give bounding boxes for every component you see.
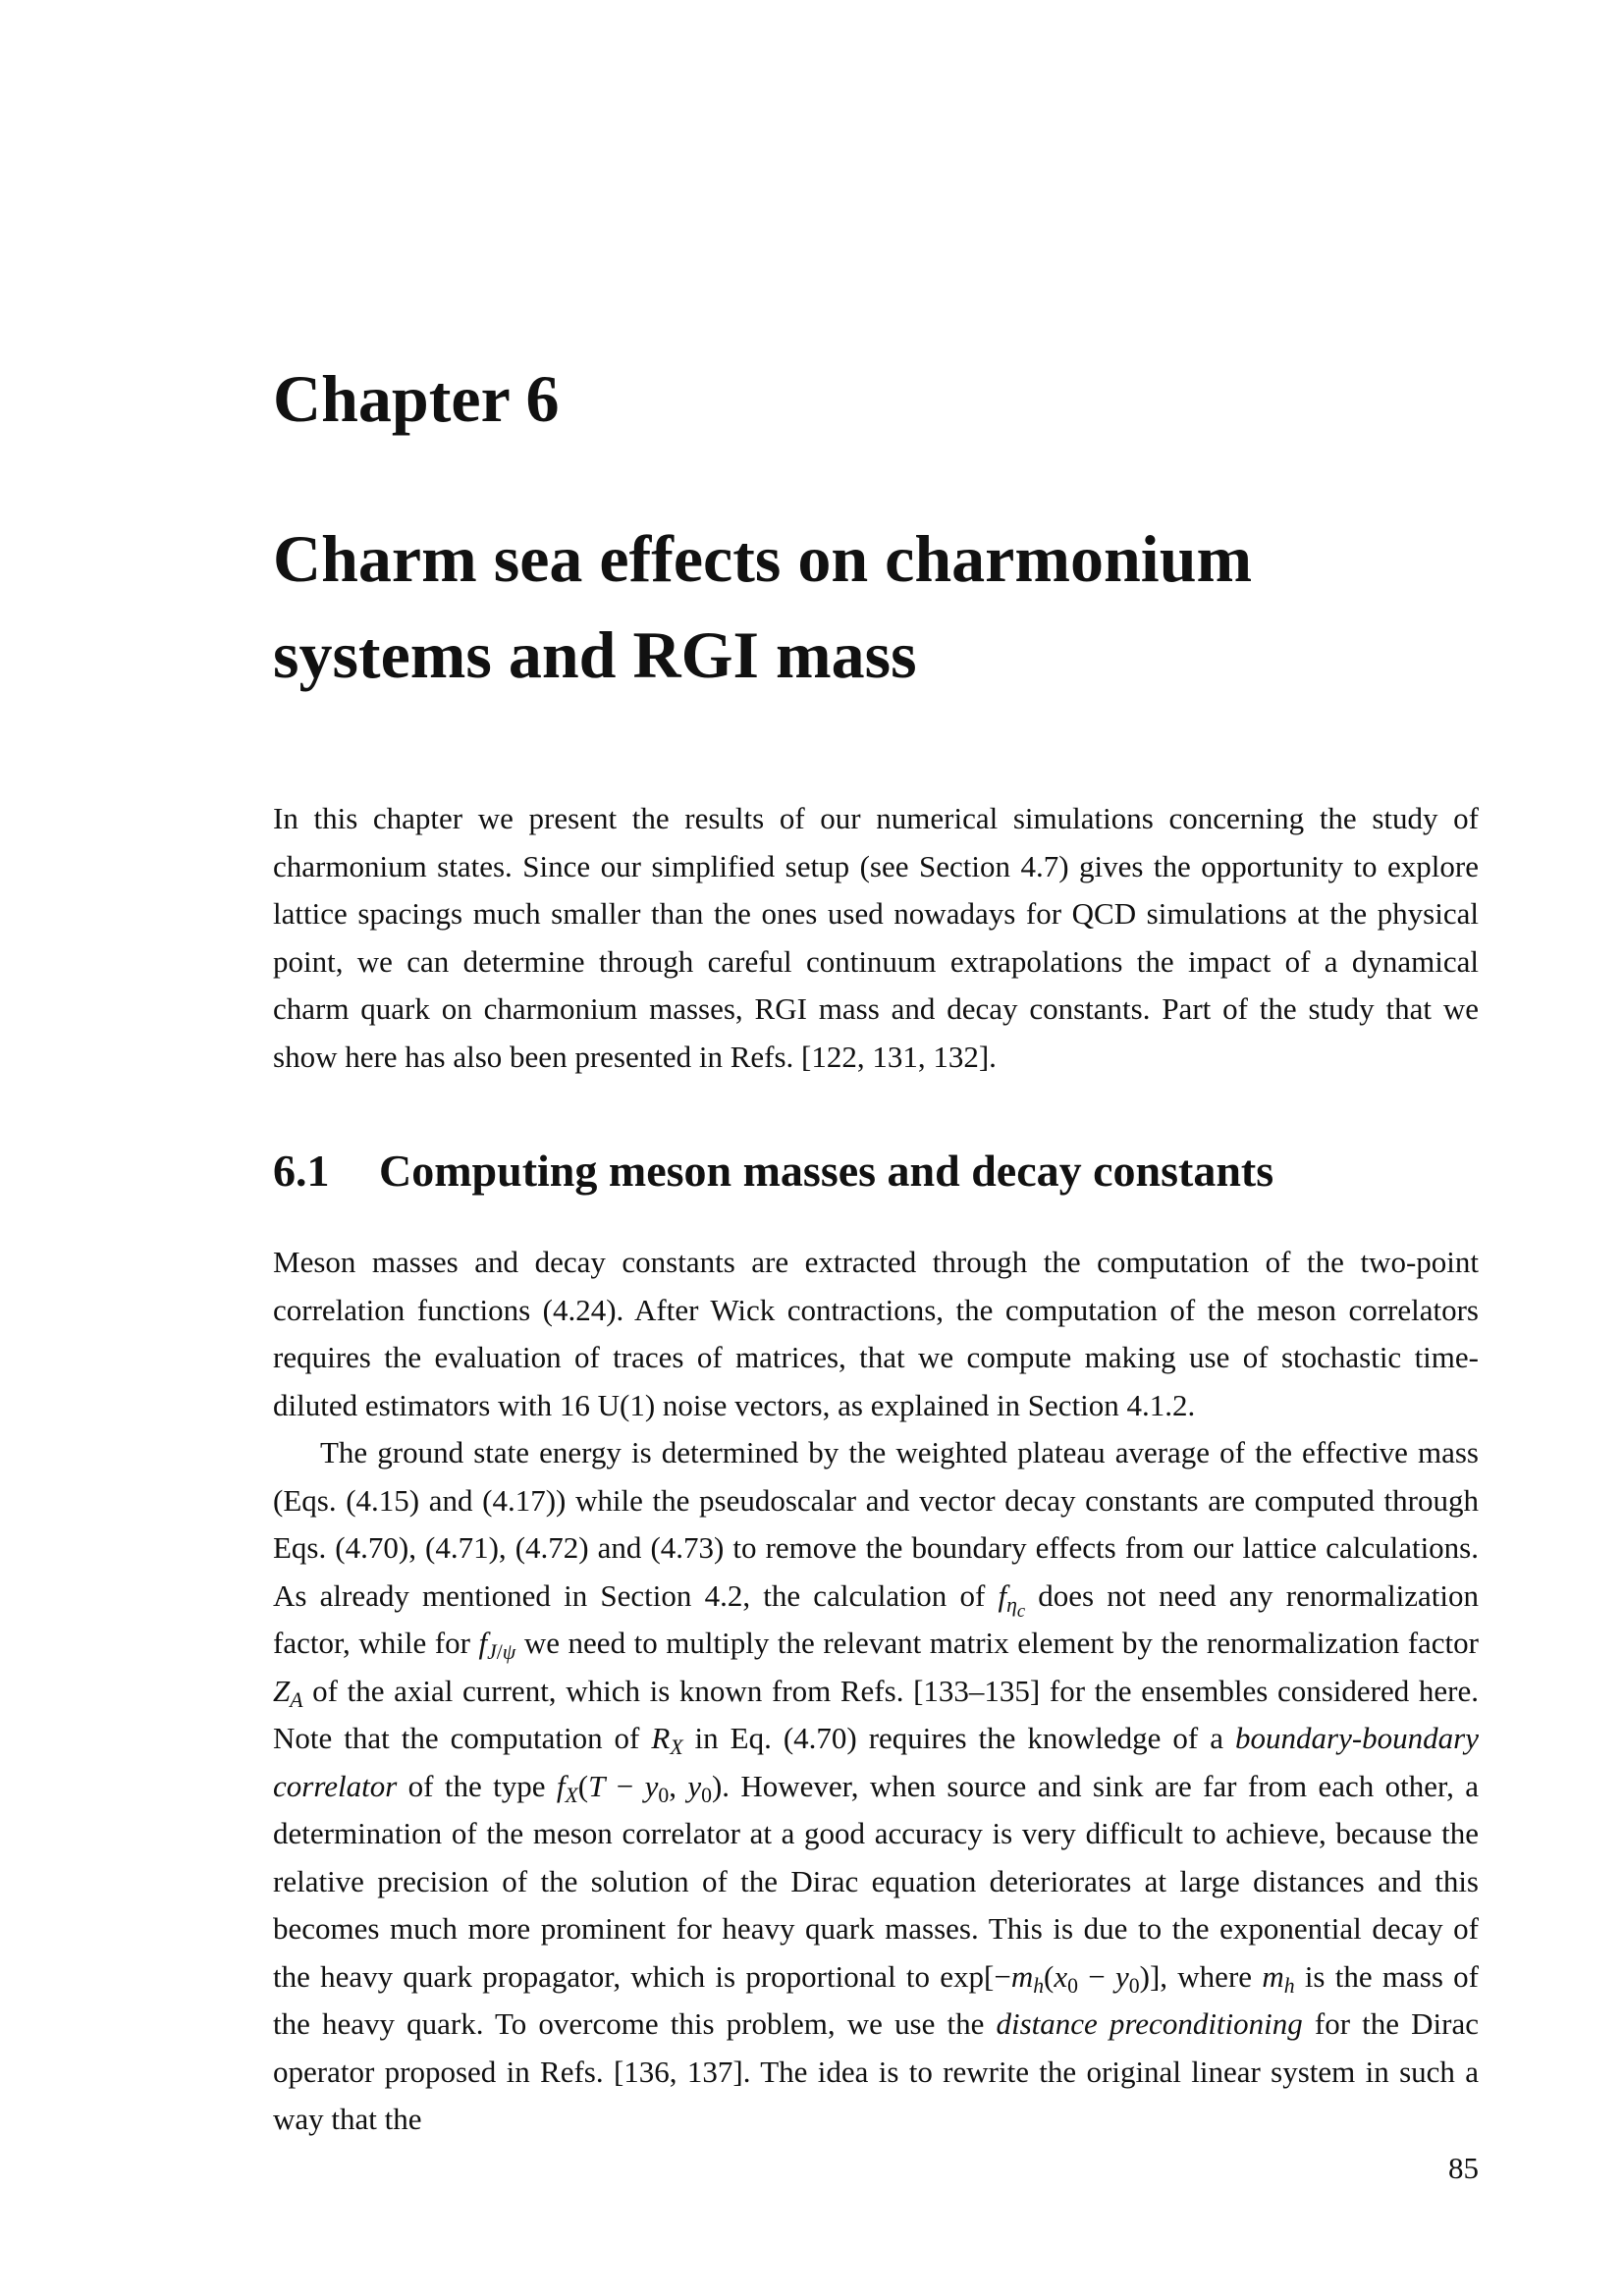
page-number: 85 bbox=[1448, 2151, 1479, 2185]
section-number: 6.1 bbox=[273, 1146, 330, 1196]
math-z-a: $Z_A$ bbox=[273, 1673, 303, 1712]
chapter-title bbox=[273, 510, 1490, 703]
math-exponent: $m_h(x_0 - y_0)$ bbox=[1010, 1958, 1150, 1998]
math-f-x-correlator: $f_X(T - y_0$, $y_0$) bbox=[556, 1768, 723, 1807]
intro-paragraph: In this chapter we present the results of our numerical simulations concerning the study of charmonium states. Since our simplified setup (see Section 4.7) gives the opportunity to explore lattice spacings much smaller than the ones used nowadays for QCD simulations at the physical point, we can determine through careful continuum extrapolations the impact of a dynamical charm quark on charmonium masses, RGI mass and decay constants. Part of the study that we show here has also been presented in Refs. [122, 131, 132]. bbox=[273, 801, 1479, 1074]
intro-paragraph-block bbox=[273, 795, 1479, 1081]
chapter-title-line-1: Charm sea effects on charmonium bbox=[273, 521, 1253, 596]
section-body bbox=[273, 1239, 1479, 2144]
chapter-label: Chapter 6 bbox=[273, 361, 560, 436]
italic-term-distance-preconditioning: distance preconditioning bbox=[996, 2006, 1303, 2041]
italic-term-boundary-correlator: boundary-boundary correlator bbox=[273, 1721, 1479, 1803]
chapter-title-line-2: systems and RGI mass bbox=[273, 617, 917, 692]
section-heading bbox=[273, 1144, 1273, 1198]
section-title: Computing meson masses and decay constants bbox=[379, 1146, 1274, 1196]
math-f-j-psi: $f_{J/\psi}$ bbox=[478, 1626, 516, 1665]
math-f-eta-c: $f_{\eta_c}$ bbox=[998, 1577, 1026, 1621]
math-m-h: $m_h$ bbox=[1262, 1958, 1295, 1998]
body-paragraph-2: The ground state energy is determined by the weighted plateau average of the effective mass (Eqs. (4.15) and (4.17)) while the pseudoscalar and vector decay constants are computed through Eqs. (4.70), (4.71), (4.72) and (4.73) to remove the boundary effects from our lattice calculations. As already mentioned in Section 4.2, the calculation of $f_{\eta_c}$ does not need any renormalization factor, while for $f_{J/\psi}$ we need to multiply the relevant matrix element by the renormalization factor $Z_A$ of the axial current, which is known from Refs. [133–135] for the ensembles considered here. Note that the computation of $R_X$ in Eq. (4.70) requires the knowledge of a boundary-boundary correlator of the type $f_X(T - y_0$, $y_0$). However, when source and sink are far from each other, a determination of the meson correlator at a good accuracy is very difficult to achieve, because the relative precision of the solution of the Dirac equation deteriorates at large distances and this becomes much more prominent for heavy quark masses. This is due to the exponential decay of the heavy quark propagator, which is proportional to $\exp[-m_h(x_0 - y_0)]$, where $m_h$ is the mass of the heavy quark. To overcome this problem, we use the distance preconditioning for the Dirac operator proposed in Refs. [136, 137]. The idea is to rewrite the original linear system in such a way that the bbox=[273, 1435, 1480, 2136]
math-r-x: $R_X$ bbox=[651, 1721, 683, 1760]
body-paragraph-1: Meson masses and decay constants are extracted through the computation of the two-point correlation functions (4.24). After Wick contractions, the computation of the meson correlators requires the evaluation of traces of matrices, that we compute making use of stochastic time-diluted estimators with 16 U(1) noise vectors, as explained in Section 4.1.2. bbox=[273, 1245, 1479, 1422]
